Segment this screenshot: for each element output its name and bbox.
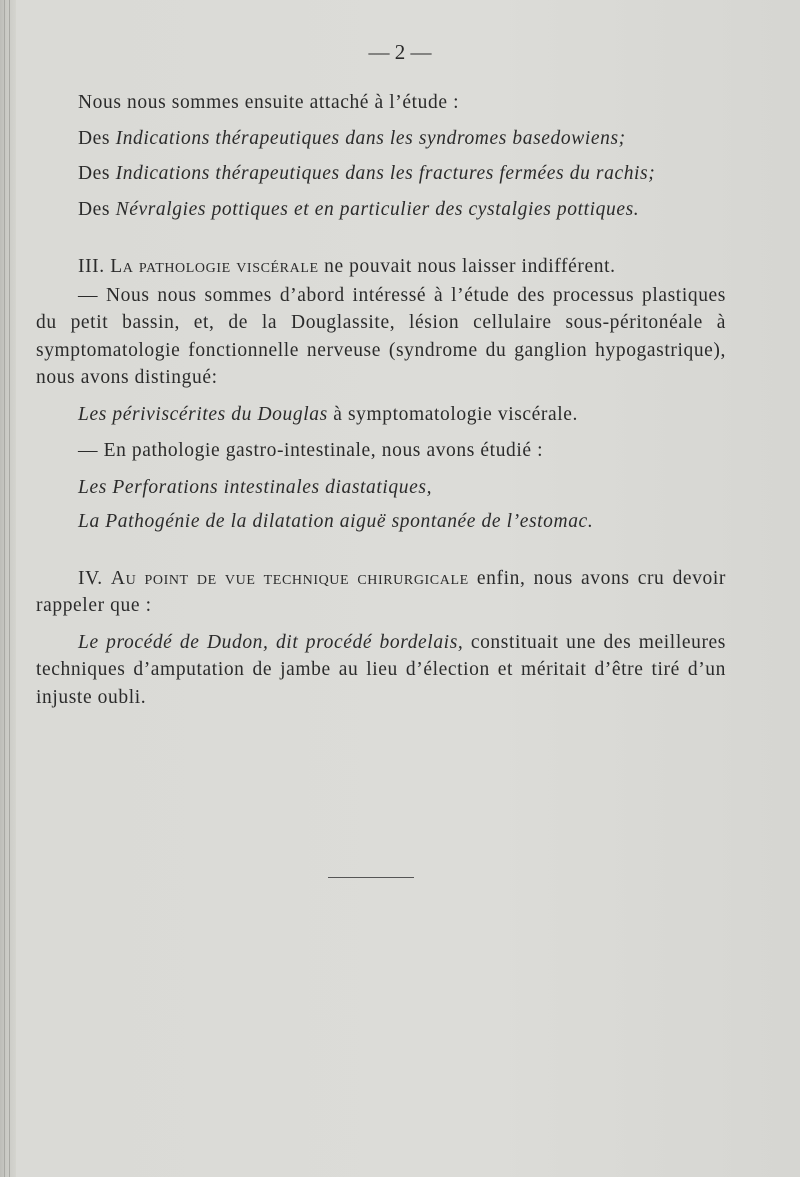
paragraph-perforations: Les Perforations intestinales diastatiques, — [78, 476, 433, 498]
page-edge — [0, 0, 16, 1177]
paragraph-gastro: — En pathologie gastro-intestinale, nous avons étudié : — [78, 440, 544, 461]
section-iii-heading: III. La pathologie viscérale ne pouvait nous laisser indifférent. — [78, 256, 616, 277]
paragraph-douglassite: — Nous nous sommes d’abord intéressé à l’étude des processus plastiques du petit bassin, et, de la Douglassite, lésion cellulaire sous-péritonéale à symptomatologie fonctionnelle nerveuse (syndrome du ganglion hypogastrique), nous avons distingué: — [36, 284, 726, 388]
section-iv-heading: IV. Au point de vue technique chirurgicale enfin, nous avons cru devoir rappeler que : — [36, 567, 727, 616]
page-number: — 2 — — [368, 40, 432, 64]
body-text — [36, 89, 726, 711]
paragraph-intro: Nous nous sommes ensuite attaché à l’étude : — [78, 92, 460, 113]
paragraph-indication-1: Des Indications thérapeutiques dans les syndromes basedowiens; — [78, 127, 626, 149]
paragraph-pathogenie: La Pathogénie de la dilatation aiguë spontanée de l’estomac. — [78, 511, 594, 532]
paragraph-nevralgies: Des Névralgies pottiques et en particulier des cystalgies pottiques. — [78, 198, 640, 220]
paragraph-dudon: Le procédé de Dudon, dit procédé bordelais, constituait une des meilleures techniques d’amputation de jambe au lieu d’élection et méritait d’être tiré d’un injuste oubli. — [36, 631, 726, 708]
paragraph-indication-2: Des Indications thérapeutiques dans les fractures fermées du rachis; — [78, 163, 656, 184]
edge-line — [9, 0, 10, 1177]
edge-line — [4, 0, 5, 1177]
paragraph-periviscerites: Les périviscérites du Douglas à symptomatologie viscérale. — [78, 403, 579, 425]
closing-rule — [328, 877, 414, 878]
